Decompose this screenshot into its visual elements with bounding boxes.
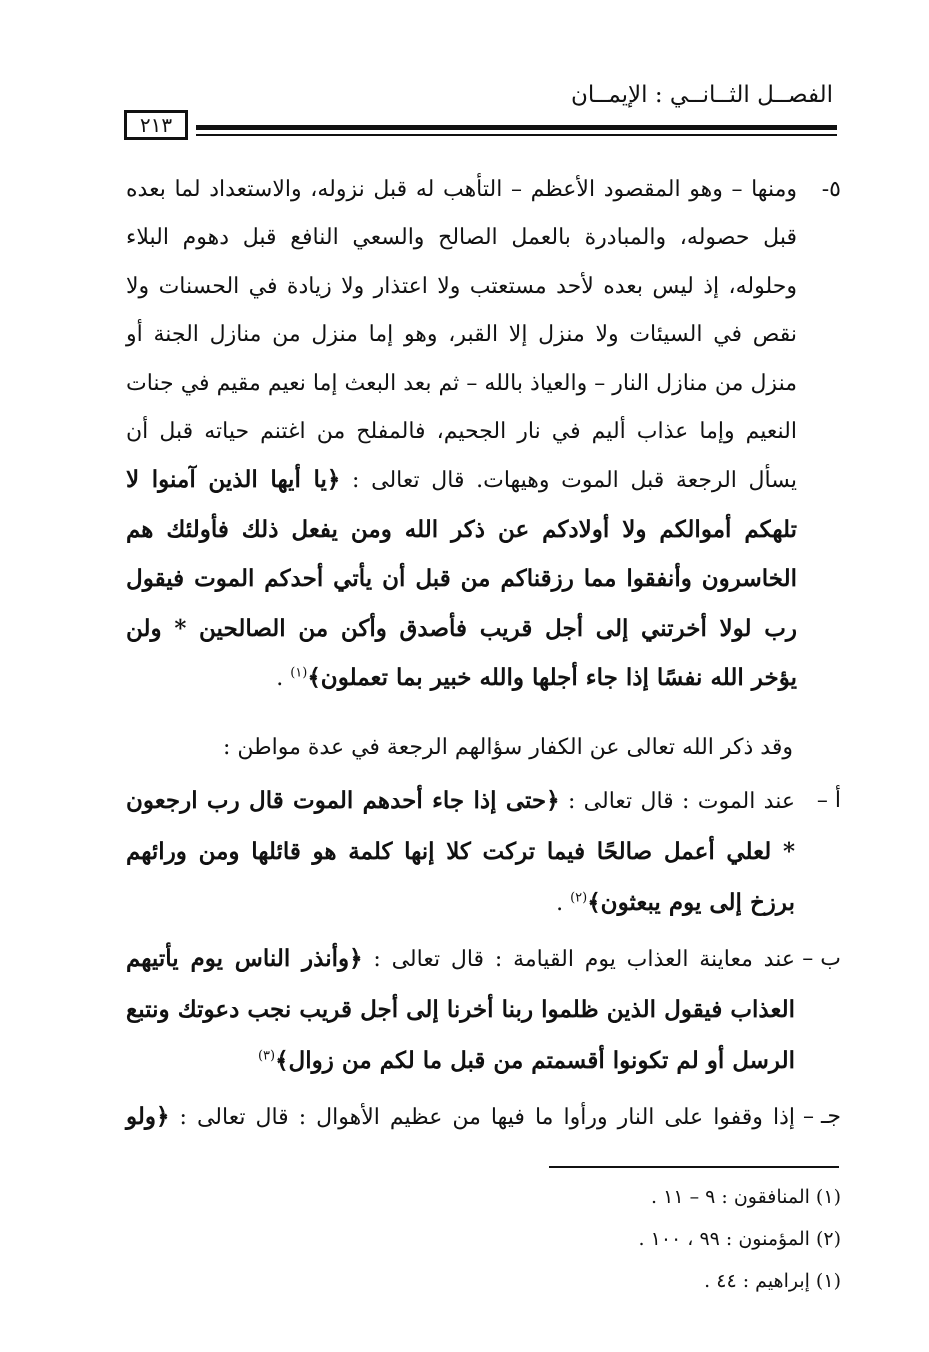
chapter-title: الفصــل الثــانــي : الإيمــان	[570, 82, 833, 108]
item-c-text: إذا وقفوا على النار ورأوا ما فيها من عظيم الأهوال : قال تعالى :	[179, 1105, 795, 1130]
item-c-verse: ﴿ولو	[126, 1103, 170, 1130]
footnote-3: (١) إبراهيم : ٤٤ .	[704, 1270, 841, 1292]
item-b-ref: (٣)	[257, 1048, 276, 1064]
item-c-marker: جـ –	[802, 1104, 841, 1129]
header-rule-thick	[196, 125, 837, 130]
point-5	[126, 166, 841, 703]
item-a-content	[126, 776, 795, 929]
item-b-content	[126, 934, 795, 1087]
header-rule-thin	[196, 134, 837, 136]
item-a	[126, 776, 841, 929]
item-a-marker: أ –	[816, 788, 841, 813]
item-a-text: عند الموت : قال تعالى :	[567, 789, 795, 814]
point-5-text: ومنها – وهو المقصود الأعظم – التأهب له قبل نزوله، والاستعداد لما بعده قبل حصوله، والمبادرة بالعمل الصالح والسعي النافع قبل دهوم البلاء وحلوله، إذ ليس بعده لأحد مستعتب ولا اعتذار ولا زيادة في الحسنات ولا نقص في السيئات ولا منزل إلا القبر، وهو إما منزل من منازل الجنة أو منزل من منازل النار – والعياذ بالله – ثم بعد البعث إما نعيم مقيم في جنات النعيم وإما عذاب أليم في نار الجحيم، فالمفلح من اغتنم حياته قبل أن يسأل الرجعة قبل الموت وهيهات. قال تعالى :	[126, 177, 797, 494]
intro-paragraph: وقد ذكر الله تعالى عن الكفار سؤالهم الرجعة في عدة مواطن :	[222, 735, 793, 760]
point-5-end: .	[276, 666, 291, 692]
footnote-1: (١) المنافقون : ٩ – ١١ .	[651, 1186, 841, 1208]
item-a-ref: (٢)	[570, 890, 588, 906]
page-number: ٢١٣	[124, 110, 188, 140]
point-5-ref: (١)	[290, 665, 308, 681]
point-5-verse: ﴿يا أيها الذين آمنوا لا تلهكم أموالكم ولا أولادكم عن ذكر الله ومن يفعل ذلك فأولئك هم الخاسرون وأنفقوا مما رزقناكم من قبل أن يأتي أحدكم الموت فيقول رب لولا أخرتني إلى أجل قريب فأصدق وأكن من الصالحين * ولن يؤخر الله نفسًا إذا جاء أجلها والله خبير بما تعملون﴾	[126, 466, 797, 692]
item-a-end: .	[556, 891, 571, 916]
point-5-content	[126, 166, 797, 703]
item-b-verse: ﴿وأنذر الناس يوم يأتيهم العذاب فيقول الذين ظلموا ربنا أخرنا إلى أجل قريب نجب دعوتك ونتبع الرسل أو لم تكونوا أقسمتم من قبل ما لكم من زوال﴾	[126, 945, 795, 1074]
item-b-text: عند معاينة العذاب يوم القيامة : قال تعالى :	[373, 947, 795, 972]
item-b	[126, 934, 841, 1087]
item-b-marker: ب –	[802, 946, 841, 971]
point-5-marker: ٥-	[821, 177, 841, 202]
footnote-rule	[549, 1166, 839, 1168]
item-c-content	[126, 1092, 795, 1143]
footnote-2: (٢) المؤمنون : ٩٩ ، ١٠٠ .	[638, 1228, 841, 1250]
item-c	[126, 1092, 841, 1143]
item-a-verse: ﴿حتى إذا جاء أحدهم الموت قال رب ارجعون * لعلي أعمل صالحًا فيما تركت كلا إنها كلمة هو قائلها ومن ورائهم برزخ إلى يوم يبعثون﴾	[126, 787, 795, 916]
